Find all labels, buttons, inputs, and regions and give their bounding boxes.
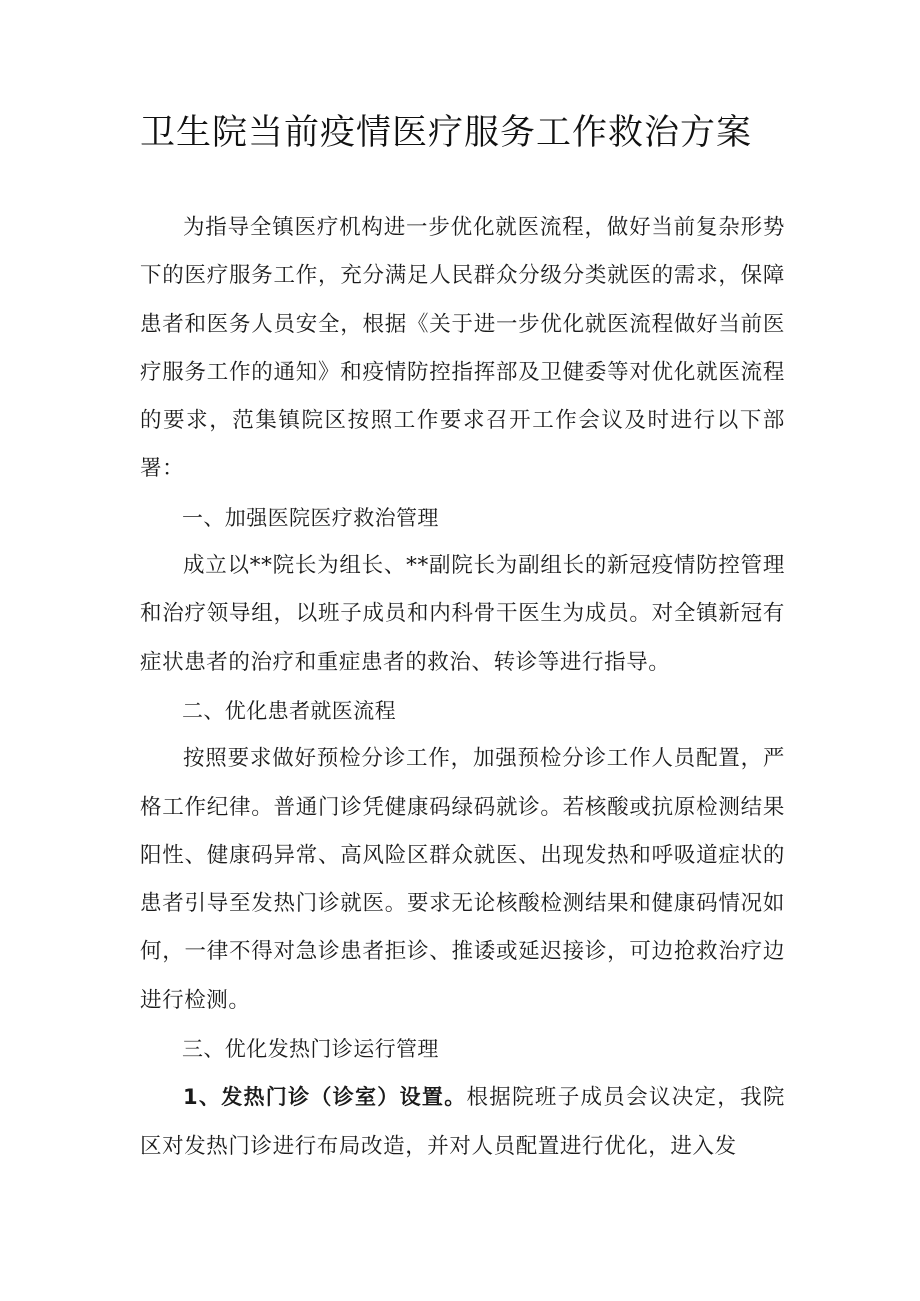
section-heading-2: 二、优化患者就医流程 — [182, 698, 396, 723]
section-paragraph-3 — [140, 1073, 785, 1171]
section-heading-1: 一、加强医院医疗救治管理 — [182, 505, 439, 530]
document-body — [140, 204, 785, 1171]
item-text: 根据院班子成员会议决定，我院区对发热门诊进行布局改造，并对人员配置进行优化，进入发 — [140, 1085, 785, 1159]
section-paragraph-1: 成立以**院长为组长、**副院长为副组长的新冠疫情防控管理和治疗领导组，以班子成员和内科骨干医生为成员。对全镇新冠有症状患者的治疗和重症患者的救治、转诊等进行指导。 — [140, 553, 785, 675]
intro-paragraph: 为指导全镇医疗机构进一步优化就医流程，做好当前复杂形势下的医疗服务工作，充分满足人民群众分级分类就医的需求，保障患者和医务人员安全，根据《关于进一步优化就医流程做好当前医疗服务工作的通知》和疫情防控指挥部及卫健委等对优化就医流程的要求，范集镇院区按照工作要求召开工作会议及时进行以下部署： — [140, 215, 785, 482]
item-lead: 1、发热门诊（诊室）设置。 — [183, 1085, 467, 1110]
document-title: 卫生院当前疫情医疗服务工作救治方案 — [140, 113, 753, 153]
section-paragraph-2: 按照要求做好预检分诊工作，加强预检分诊工作人员配置，严格工作纪律。普通门诊凭健康码绿码就诊。若核酸或抗原检测结果阳性、健康码异常、高风险区群众就医、出现发热和呼吸道症状的患者引导至发热门诊就医。要求无论核酸检测结果和健康码情况如何，一律不得对急诊患者拒诊、推诿或延迟接诊，可边抢救治疗边进行检测。 — [140, 746, 785, 1013]
section-heading-3: 三、优化发热门诊运行管理 — [182, 1037, 439, 1062]
